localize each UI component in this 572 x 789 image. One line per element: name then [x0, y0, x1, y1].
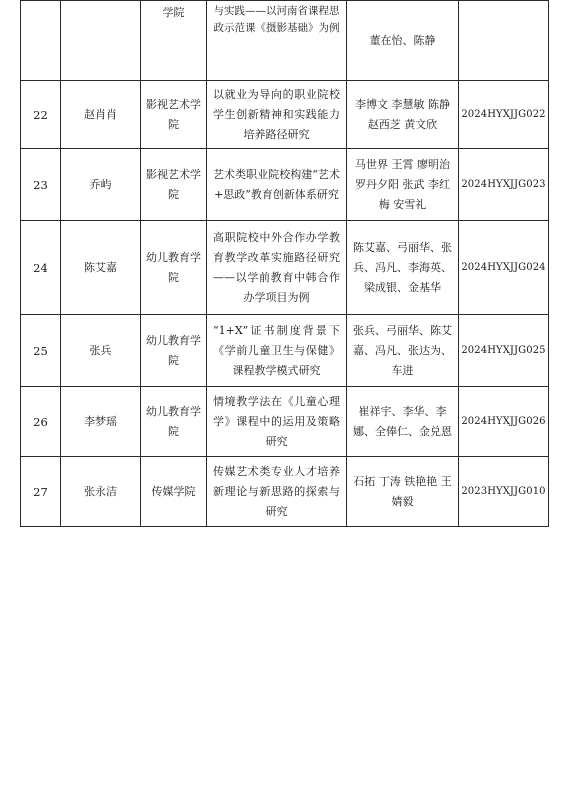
table-row — [21, 315, 549, 387]
project-table — [20, 0, 549, 527]
table-row — [21, 221, 549, 315]
row-number: 24 — [21, 221, 61, 315]
team-members: 崔祥宇、李华、李娜、全俸仁、金兑恩 — [347, 387, 459, 457]
project-title: “1+X”证书制度背景下《学前儿童卫生与保健》课程教学模式研究 — [207, 315, 347, 387]
table-row — [21, 81, 549, 149]
college: 幼儿教育学院 — [141, 387, 207, 457]
row-number: 26 — [21, 387, 61, 457]
team-members: 马世界 王霄 廖明治 罗丹夕阳 张武 李红梅 安雪礼 — [347, 149, 459, 221]
college: 影视艺术学院 — [141, 81, 207, 149]
project-title: 艺术类职业院校构建“艺术+思政”教育创新体系研究 — [207, 149, 347, 221]
lead-name: 陈艾嘉 — [61, 221, 141, 315]
lead-name: 张兵 — [61, 315, 141, 387]
team-members: 张兵、弓丽华、陈艾嘉、冯凡、张达为、车进 — [347, 315, 459, 387]
college: 学院 — [141, 1, 207, 81]
team-members: 董在怡、陈静 — [347, 1, 459, 81]
lead-name: 乔屿 — [61, 149, 141, 221]
row-number: 23 — [21, 149, 61, 221]
project-code: 2024HYXJJG025 — [459, 315, 549, 387]
team-members: 李博文 李慧敏 陈静 赵西芝 黄文欣 — [347, 81, 459, 149]
lead-name: 张永洁 — [61, 457, 141, 527]
team-members: 石拓 丁涛 铁艳艳 王婧毅 — [347, 457, 459, 527]
college: 幼儿教育学院 — [141, 315, 207, 387]
lead-name: 李梦瑶 — [61, 387, 141, 457]
project-title: 高职院校中外合作办学教育教学改革实施路径研究——以学前教育中韩合作办学项目为例 — [207, 221, 347, 315]
project-code: 2024HYXJJG026 — [459, 387, 549, 457]
project-title: 传媒艺术类专业人才培养新理论与新思路的探索与研究 — [207, 457, 347, 527]
row-number: 22 — [21, 81, 61, 149]
table-row — [21, 457, 549, 527]
project-title: 与实践——以河南省课程思政示范课《摄影基础》为例 — [207, 1, 347, 81]
table-row — [21, 149, 549, 221]
team-members: 陈艾嘉、弓丽华、张兵、冯凡、李海英、梁成银、金基华 — [347, 221, 459, 315]
project-code: 2024HYXJJG022 — [459, 81, 549, 149]
project-code: 2023HYXJJG010 — [459, 457, 549, 527]
college: 幼儿教育学院 — [141, 221, 207, 315]
lead-name: 赵肖肖 — [61, 81, 141, 149]
project-title: 以就业为导向的职业院校学生创新精神和实践能力培养路径研究 — [207, 81, 347, 149]
row-number: 27 — [21, 457, 61, 527]
college: 影视艺术学院 — [141, 149, 207, 221]
project-title: 情境教学法在《儿童心理学》课程中的运用及策略研究 — [207, 387, 347, 457]
row-number: 25 — [21, 315, 61, 387]
project-code: 2024HYXJJG023 — [459, 149, 549, 221]
row-number — [21, 1, 61, 81]
college: 传媒学院 — [141, 457, 207, 527]
project-code — [459, 1, 549, 81]
project-code: 2024HYXJJG024 — [459, 221, 549, 315]
table-row-continued — [21, 1, 549, 81]
lead-name — [61, 1, 141, 81]
table-row — [21, 387, 549, 457]
